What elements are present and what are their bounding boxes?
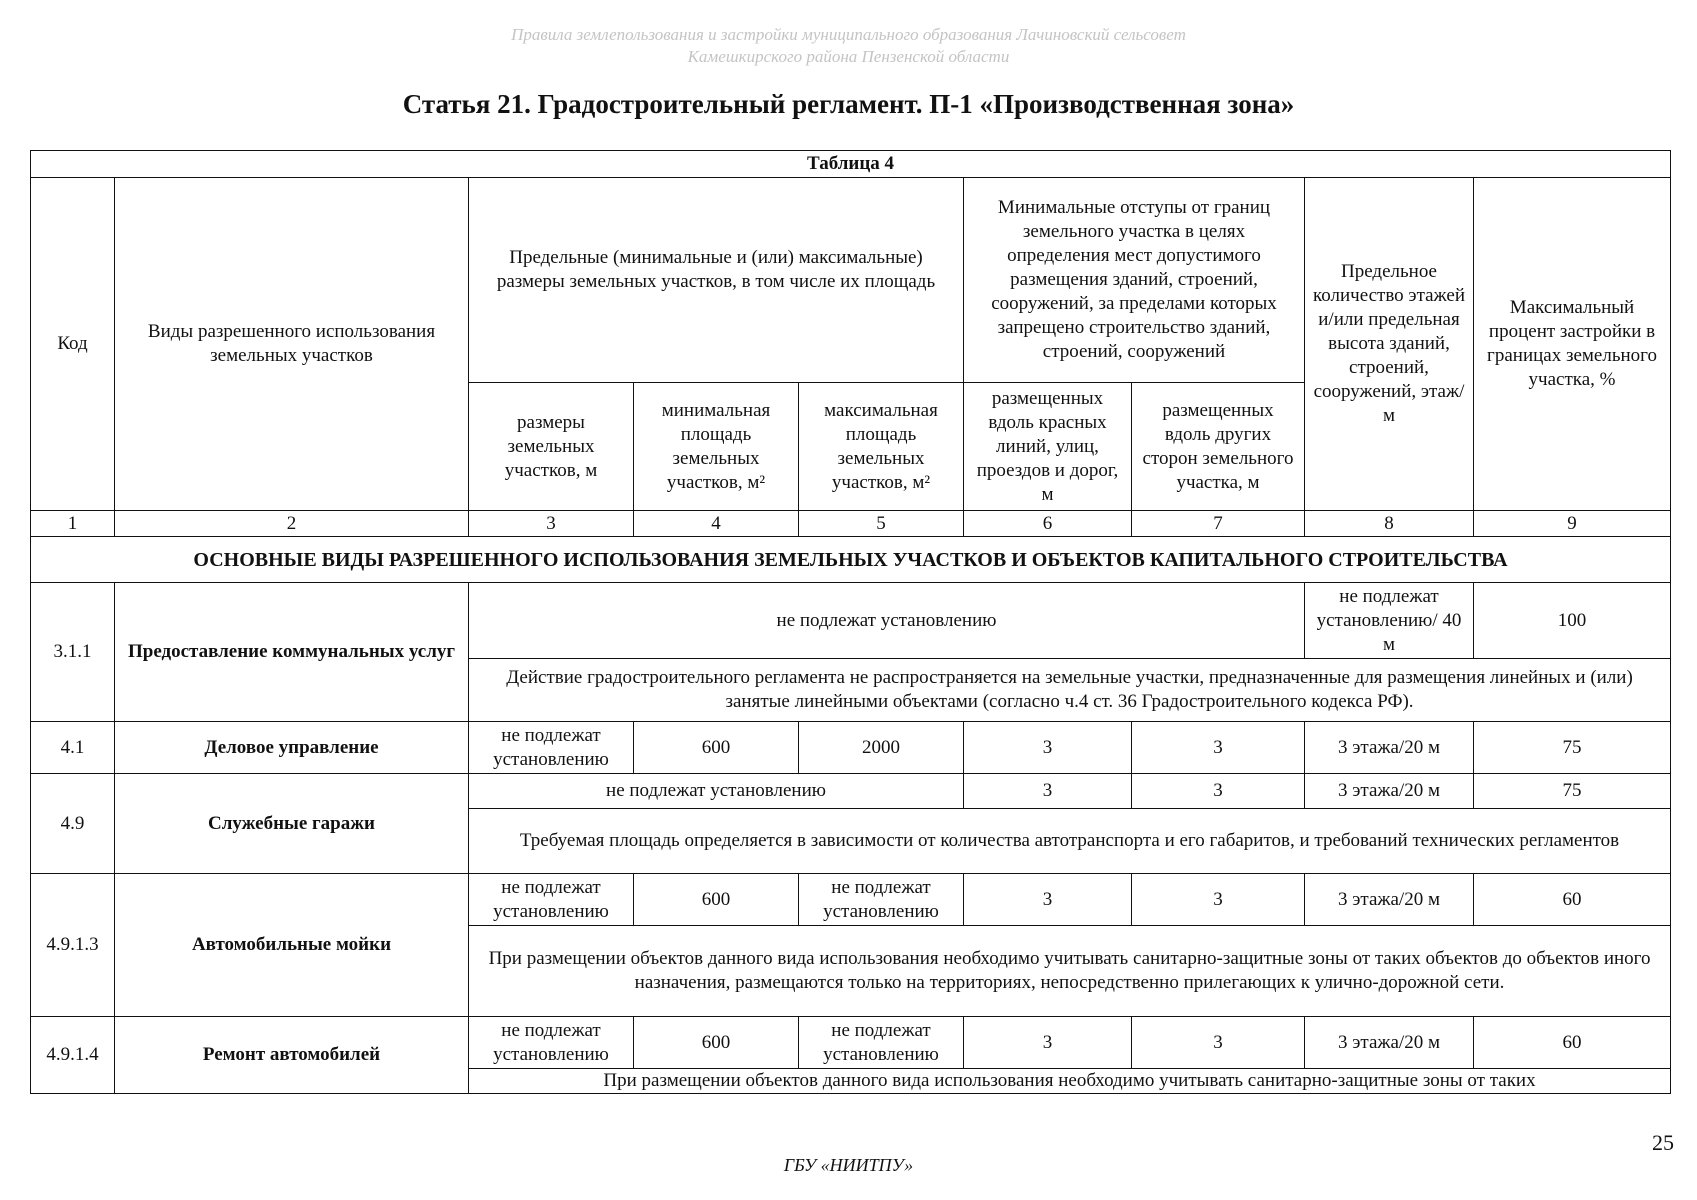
column-number: 3	[469, 511, 634, 537]
row-merged-value: не подлежат установлению	[469, 774, 964, 809]
row-percent: 100	[1474, 583, 1671, 659]
row-red-lines: 3	[964, 1017, 1132, 1069]
row-red-lines: 3	[964, 722, 1132, 774]
column-number: 9	[1474, 511, 1671, 537]
column-number: 6	[964, 511, 1132, 537]
row-min-area: 600	[634, 874, 799, 926]
row-percent: 75	[1474, 722, 1671, 774]
header-red-lines: размещенных вдоль красных линий, улиц, проездов и дорог, м	[964, 383, 1132, 511]
row-note: Действие градостроительного регламента не распространяется на земельные участки, предназначенные для размещения линейных и (или) занятые линейными объектами (согласно ч.4 ст. 36 Градостроительного кодекса РФ).	[469, 659, 1671, 722]
header-min-area: минимальная площадь земельных участков, м²	[634, 383, 799, 511]
header-max-area: максимальная площадь земельных участков, м²	[799, 383, 964, 511]
table-row	[31, 722, 1671, 774]
column-number: 7	[1132, 511, 1305, 537]
table-label: Таблица 4	[31, 151, 1671, 178]
row-code: 3.1.1	[31, 583, 115, 722]
row-size: не подлежат установлению	[469, 874, 634, 926]
table-row	[31, 774, 1671, 809]
row-max-area: 2000	[799, 722, 964, 774]
row-floors: 3 этажа/20 м	[1305, 774, 1474, 809]
row-code: 4.9.1.4	[31, 1017, 115, 1094]
header-code: Код	[31, 178, 115, 511]
table-row	[31, 874, 1671, 926]
row-note: Требуемая площадь определяется в зависимости от количества автотранспорта и его габаритов, и требований технических регламентов	[469, 809, 1671, 874]
row-red-lines: 3	[964, 774, 1132, 809]
column-number: 8	[1305, 511, 1474, 537]
header-limits: Предельные (минимальные и (или) максимальные) размеры земельных участков, в том числе их площадь	[469, 178, 964, 383]
row-min-area: 600	[634, 722, 799, 774]
header-kinds: Виды разрешенного использования земельных участков	[115, 178, 469, 511]
running-header-line-2: Камешкирского района Пензенской области	[687, 47, 1010, 66]
section-title: ОСНОВНЫЕ ВИДЫ РАЗРЕШЕННОГО ИСПОЛЬЗОВАНИЯ ЗЕМЕЛЬНЫХ УЧАСТКОВ И ОБЪЕКТОВ КАПИТАЛЬНОГО СТРОИТЕЛЬСТВА	[31, 537, 1671, 583]
row-code: 4.9	[31, 774, 115, 874]
row-merged-value: не подлежат установлению	[469, 583, 1305, 659]
column-number: 2	[115, 511, 469, 537]
header-max-percent: Максимальный процент застройки в границах земельного участка, %	[1474, 178, 1671, 511]
row-percent: 60	[1474, 1017, 1671, 1069]
row-floors: 3 этажа/20 м	[1305, 874, 1474, 926]
row-floors: 3 этажа/20 м	[1305, 1017, 1474, 1069]
row-kind: Автомобильные мойки	[115, 874, 469, 1017]
row-red-lines: 3	[964, 874, 1132, 926]
row-code: 4.9.1.3	[31, 874, 115, 1017]
row-other-sides: 3	[1132, 722, 1305, 774]
regulation-table	[30, 150, 1671, 1094]
row-size: не подлежат установлению	[469, 722, 634, 774]
row-other-sides: 3	[1132, 874, 1305, 926]
row-floors: 3 этажа/20 м	[1305, 722, 1474, 774]
header-floors: Предельное количество этажей и/или предельная высота зданий, строений, сооружений, этаж/м	[1305, 178, 1474, 511]
row-code: 4.1	[31, 722, 115, 774]
row-min-area: 600	[634, 1017, 799, 1069]
row-kind: Предоставление коммунальных услуг	[115, 583, 469, 722]
row-other-sides: 3	[1132, 1017, 1305, 1069]
running-header	[0, 24, 1697, 68]
header-setbacks: Минимальные отступы от границ земельного участка в целях определения мест допустимого размещения зданий, строений, сооружений, за пределами которых запрещено строительство зданий, строений, сооружений	[964, 178, 1305, 383]
header-other-sides: размещенных вдоль других сторон земельного участка, м	[1132, 383, 1305, 511]
row-floors: не подлежат установлению/ 40 м	[1305, 583, 1474, 659]
page-number: 25	[1652, 1130, 1674, 1155]
row-max-area: не подлежат установлению	[799, 874, 964, 926]
table-row	[31, 583, 1671, 659]
row-percent: 75	[1474, 774, 1671, 809]
footer-org: ГБУ «НИИТПУ»	[783, 1155, 914, 1175]
column-number: 1	[31, 511, 115, 537]
row-note: При размещении объектов данного вида использования необходимо учитывать санитарно-защитные зоны от таких	[469, 1069, 1671, 1094]
row-kind: Ремонт автомобилей	[115, 1017, 469, 1094]
column-number-row	[31, 511, 1671, 537]
row-kind: Деловое управление	[115, 722, 469, 774]
row-size: не подлежат установлению	[469, 1017, 634, 1069]
header-sizes: размеры земельных участков, м	[469, 383, 634, 511]
row-note: При размещении объектов данного вида использования необходимо учитывать санитарно-защитные зоны от таких объектов до объектов иного назначения, размещаются только на территориях, непосредственно прилегающих к улично-дорожной сети.	[469, 926, 1671, 1017]
article-title: Статья 21. Градостроительный регламент. П-1 «Производственная зона»	[402, 89, 1295, 119]
column-number: 4	[634, 511, 799, 537]
running-header-line-1: Правила землепользования и застройки муниципального образования Лачиновский сельсовет	[511, 25, 1186, 44]
row-percent: 60	[1474, 874, 1671, 926]
row-other-sides: 3	[1132, 774, 1305, 809]
column-number: 5	[799, 511, 964, 537]
table-row	[31, 1017, 1671, 1069]
row-max-area: не подлежат установлению	[799, 1017, 964, 1069]
row-kind: Служебные гаражи	[115, 774, 469, 874]
